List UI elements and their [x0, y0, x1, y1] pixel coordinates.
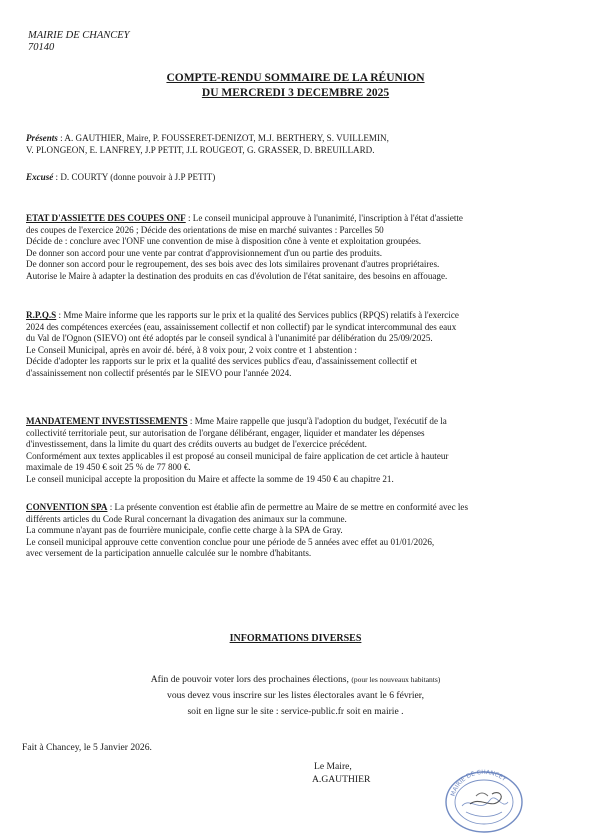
rpqs-line: du Val de l'Ognon (SIEVO) ont été adoptés par le conseil syndical à l'unanimité par délibération du 25/09/2025. — [26, 333, 433, 344]
rpqs-line: : Mme Maire informe que les rapports sur le prix et la qualité des Services publics (RPQS) relatifs à l'exercice — [56, 310, 459, 320]
excuse-label: Excusé — [26, 172, 54, 182]
info-line: Afin de pouvoir voter lors des prochaines élections, — [150, 674, 352, 685]
postal-code: 70140 — [28, 42, 55, 53]
coupes-line: Autorise le Maire à adapter la destination des produits en cas d'évolution de l'état sanitaire, des besoins en affouage. — [26, 270, 448, 281]
excuse-text: : D. COURTY (donne pouvoir à J.P PETIT) — [53, 172, 216, 182]
mairie-stamp — [440, 766, 528, 834]
mandatement-label: MANDATEMENT INVESTISSEMENTS — [26, 416, 188, 426]
mandatement-line: collectivité territoriale peut, sur autorisation de l'organe délibérant, engager, liquider et mandater les dépenses — [26, 427, 425, 438]
coupes-line: De donner son accord pour le regroupement, des ses bois avec des lots similaires provenant d'autres propriétaires. — [26, 259, 440, 270]
coupes-line: Décide de : conclure avec l'ONF une convention de mise à disposition cône à vente et exploitation groupées. — [26, 236, 422, 247]
spa-line: : La présente convention est établie afin de permettre au Maire de se mettre en conformité avec les — [107, 502, 468, 512]
coupes-line: De donner son accord pour une vente par contrat d'approvisionnement d'un ou partie des produits. — [26, 247, 383, 258]
report-date: DU MERCREDI 3 DECEMBRE 2025 — [201, 87, 390, 99]
mandatement-line: maximale de 19 450 € soit 25 % de 77 800 €. — [26, 462, 191, 473]
mandatement-line: d'investissement, dans la limite du quart des crédits ouverts au budget de l'exercice précédent. — [26, 439, 367, 450]
spa-line: différents articles du Code Rural concernant la divagation des animaux sur la commune. — [26, 513, 347, 524]
rpqs-line: d'assainissement non collectif présentés par le SIEVO pour l'année 2024. — [26, 367, 292, 378]
info-title: INFORMATIONS DIVERSES — [229, 633, 362, 644]
info-line: soit en ligne sur le site : service-public.fr soit en mairie . — [187, 706, 404, 717]
info-line: vous devez vous inscrire sur les listes électorales avant le 6 février, — [167, 690, 424, 701]
mairie-name: MAIRIE DE CHANCEY — [28, 30, 130, 41]
signature-block — [312, 760, 370, 786]
stamp-text: MAIRIE DE CHANCEY — [449, 768, 508, 798]
signature-date: Fait à Chancey, le 5 Janvier 2026. — [22, 742, 152, 753]
mandatement-line: : Mme Maire rappelle que jusqu'à l'adoption du budget, l'exécutif de la — [187, 416, 447, 426]
coupes-section — [26, 213, 574, 283]
presents-line: : A. GAUTHIER, Maire, P. FOUSSERET-DENIZOT, M.J. BERTHERY, S. VUILLEMIN, — [57, 133, 389, 143]
coupes-line: des coupes de l'exercice 2026 ; Décide des orientations de mise en marché suivantes : Parcelles 50 — [26, 224, 384, 235]
spa-line: avec versement de la participation annuelle calculée sur le nombre d'habitants. — [26, 548, 312, 559]
spa-section — [26, 502, 574, 560]
rpqs-line: Le Conseil Municipal, après en avoir dé. béré, à 8 voix pour, 2 voix contre et 1 abstention : — [26, 344, 357, 355]
mandatement-line: Conformément aux textes applicables il est proposé au conseil municipal de faire application de cet article à hauteur — [26, 450, 449, 461]
info-section — [0, 672, 591, 720]
spa-label: CONVENTION SPA — [26, 502, 108, 512]
rpqs-line: 2024 des compétences exercées (eau, assainissement collectif et non collectif) par le syndicat intercommunal des eaux — [26, 321, 457, 332]
report-title: COMPTE-RENDU SOMMAIRE DE LA RÉUNION — [166, 72, 425, 84]
rpqs-section — [26, 310, 574, 380]
rpqs-label: R.P.Q.S — [26, 310, 57, 320]
rpqs-line: Décide d'adopter les rapports sur le prix et la qualité des services publics d'eau, d'assainissement collectif et — [26, 356, 418, 367]
info-note: (pour les nouveaux habitants) — [351, 675, 441, 684]
presents-section — [26, 133, 574, 156]
coupes-line: : Le conseil municipal approuve à l'unanimité, l'inscription à l'état d'assiette — [185, 213, 463, 223]
excuse-section — [26, 172, 574, 184]
mandatement-line: Le conseil municipal accepte la proposition du Maire et affecte la somme de 19 450 € au chapitre 21. — [26, 473, 394, 484]
signatory-name: A.GAUTHIER — [312, 774, 371, 785]
spa-line: Le conseil municipal approuve cette convention conclue pour une période de 5 années avec effet au 01/01/2026, — [26, 536, 435, 547]
mairie-header — [28, 30, 130, 54]
stamp-seal-icon — [440, 766, 528, 834]
presents-label: Présents — [26, 133, 58, 143]
signatory-role: Le Maire, — [314, 761, 352, 772]
coupes-label: ETAT D'ASSIETTE DES COUPES ONF — [26, 213, 186, 223]
mandatement-section — [26, 416, 574, 486]
presents-line: V. PLONGEON, E. LANFREY, J.P PETIT, J.L ROUGEOT, G. GRASSER, D. BREUILLARD. — [26, 144, 375, 155]
spa-line: La commune n'ayant pas de fourrière municipale, confie cette charge à la SPA de Gray. — [26, 525, 343, 536]
